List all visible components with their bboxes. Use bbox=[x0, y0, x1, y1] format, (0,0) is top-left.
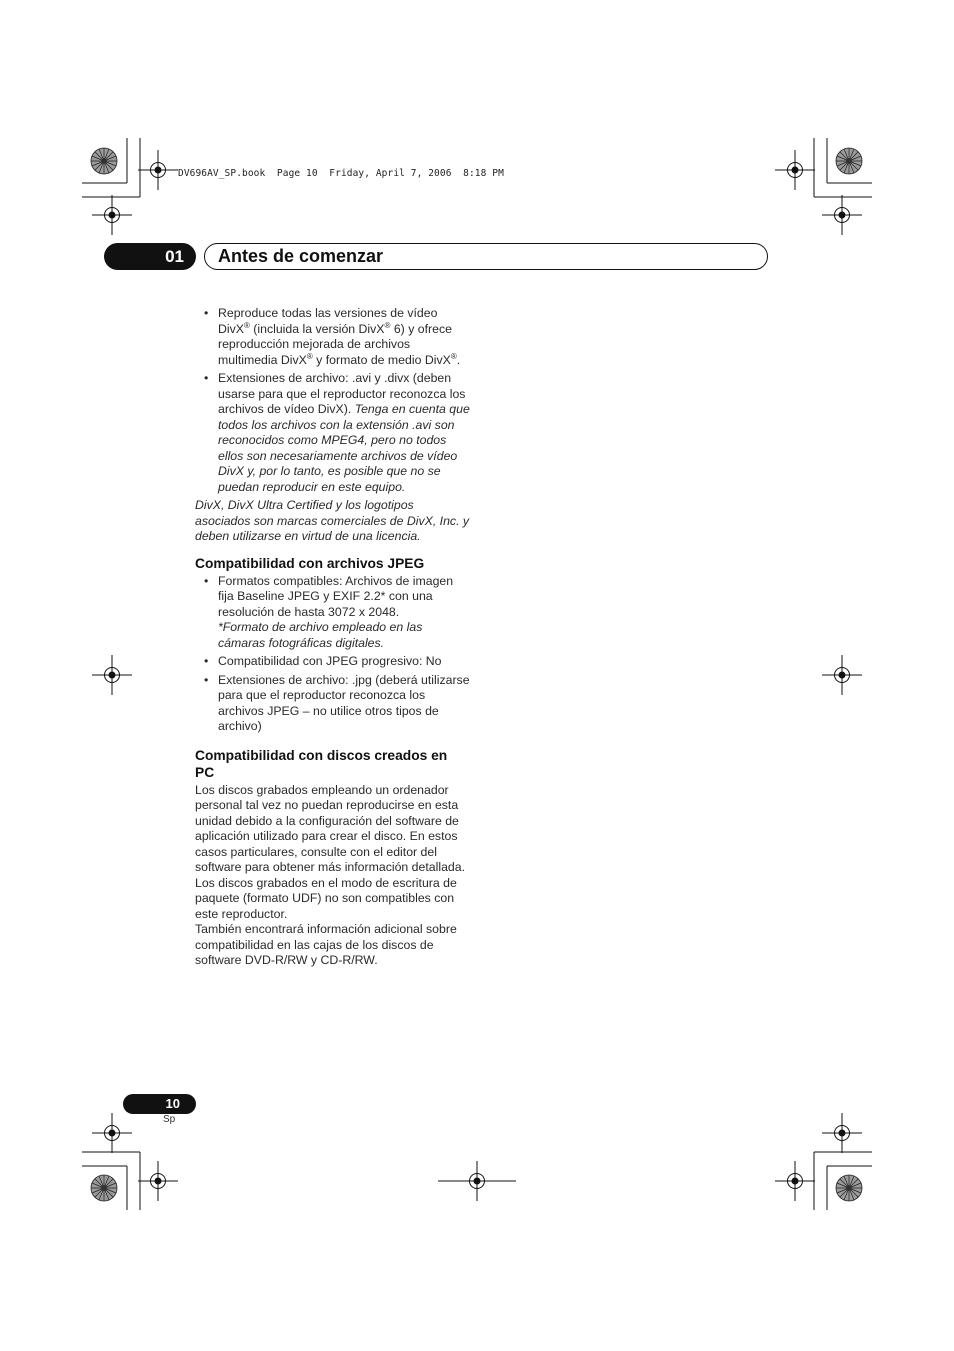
list-item: • Extensiones de archivo: .avi y .divx (deben usarse para que el reproductor reconozca los archivos de vídeo DivX). Tenga en cuenta que todos los archivos con la extensión .avi son reconocidos como MPEG4, pero no todos ellos son necesariamente archivos de vídeo DivX y, por lo tanto, es posible que no se puedan reproducir en este equipo. bbox=[195, 371, 470, 495]
registration-mark bbox=[138, 1161, 178, 1201]
registration-mark bbox=[822, 655, 862, 695]
registration-mark bbox=[92, 195, 132, 235]
paragraph: También encontrará información adicional sobre compatibilidad en las cajas de los discos de software DVD-R/RW y CD-R/RW. bbox=[195, 922, 457, 967]
paragraph: Los discos grabados en el modo de escritura de paquete (formato UDF) no son compatibles con este reproductor. bbox=[195, 875, 457, 921]
color-star-bottom-right bbox=[836, 1175, 862, 1201]
section-heading-jpeg: Compatibilidad con archivos JPEG bbox=[195, 555, 425, 571]
chapter-title: Antes de comenzar bbox=[218, 246, 384, 266]
page-language-code: Sp bbox=[163, 1114, 176, 1125]
registration-mark bbox=[822, 195, 862, 235]
list-item: • Reproduce todas las versiones de vídeo DivX® (incluida la versión DivX® 6) y ofrece reproducción mejorada de archivos multimedia DivX® y formato de medio DivX®. bbox=[195, 306, 470, 368]
divx-trademark-note: DivX, DivX Ultra Certified y los logotipos asociados son marcas comerciales de DivX, Inc. y deben utilizarse en virtud de una licencia. bbox=[195, 498, 470, 543]
jpeg-bullet-list bbox=[195, 574, 470, 735]
list-item: • Formatos compatibles: Archivos de imagen fija Baseline JPEG y EXIF 2.2* con una resolución de hasta 3072 x 2048. *Formato de archivo empleado en las cámaras fotográficas digitales. bbox=[195, 574, 470, 652]
registration-mark bbox=[138, 150, 178, 190]
registration-mark bbox=[822, 1113, 862, 1153]
color-star-bottom-left bbox=[91, 1175, 117, 1201]
print-info-line: DV696AV_SP.book Page 10 Friday, April 7, 2006 8:18 PM bbox=[178, 168, 504, 179]
page-number-badge: 10 bbox=[123, 1094, 196, 1114]
section-heading-pc-discs: Compatibilidad con discos creados en PC bbox=[195, 747, 448, 780]
paragraph: Los discos grabados empleando un ordenador personal tal vez no puedan reproducirse en esta unidad debido a la configuración del software de aplicación utilizado para crear el disco. En estos casos particulares, consulte con el editor del software para obtener más información detallada. bbox=[195, 782, 465, 874]
color-star-top-left bbox=[91, 148, 117, 174]
registration-mark bbox=[92, 1113, 132, 1153]
list-item: • Extensiones de archivo: .jpg (deberá utilizarse para que el reproductor reconozca los archivos JPEG – no utilice otros tipos de archivo) bbox=[195, 673, 470, 735]
registration-mark bbox=[92, 655, 132, 695]
list-item: • Compatibilidad con JPEG progresivo: No bbox=[195, 654, 470, 670]
divx-bullet-list bbox=[195, 306, 470, 495]
registration-mark bbox=[775, 1161, 815, 1201]
text-column bbox=[195, 306, 470, 969]
color-star-top-right bbox=[836, 148, 862, 174]
chapter-number-badge: 01 bbox=[104, 243, 196, 270]
registration-mark bbox=[775, 150, 815, 190]
